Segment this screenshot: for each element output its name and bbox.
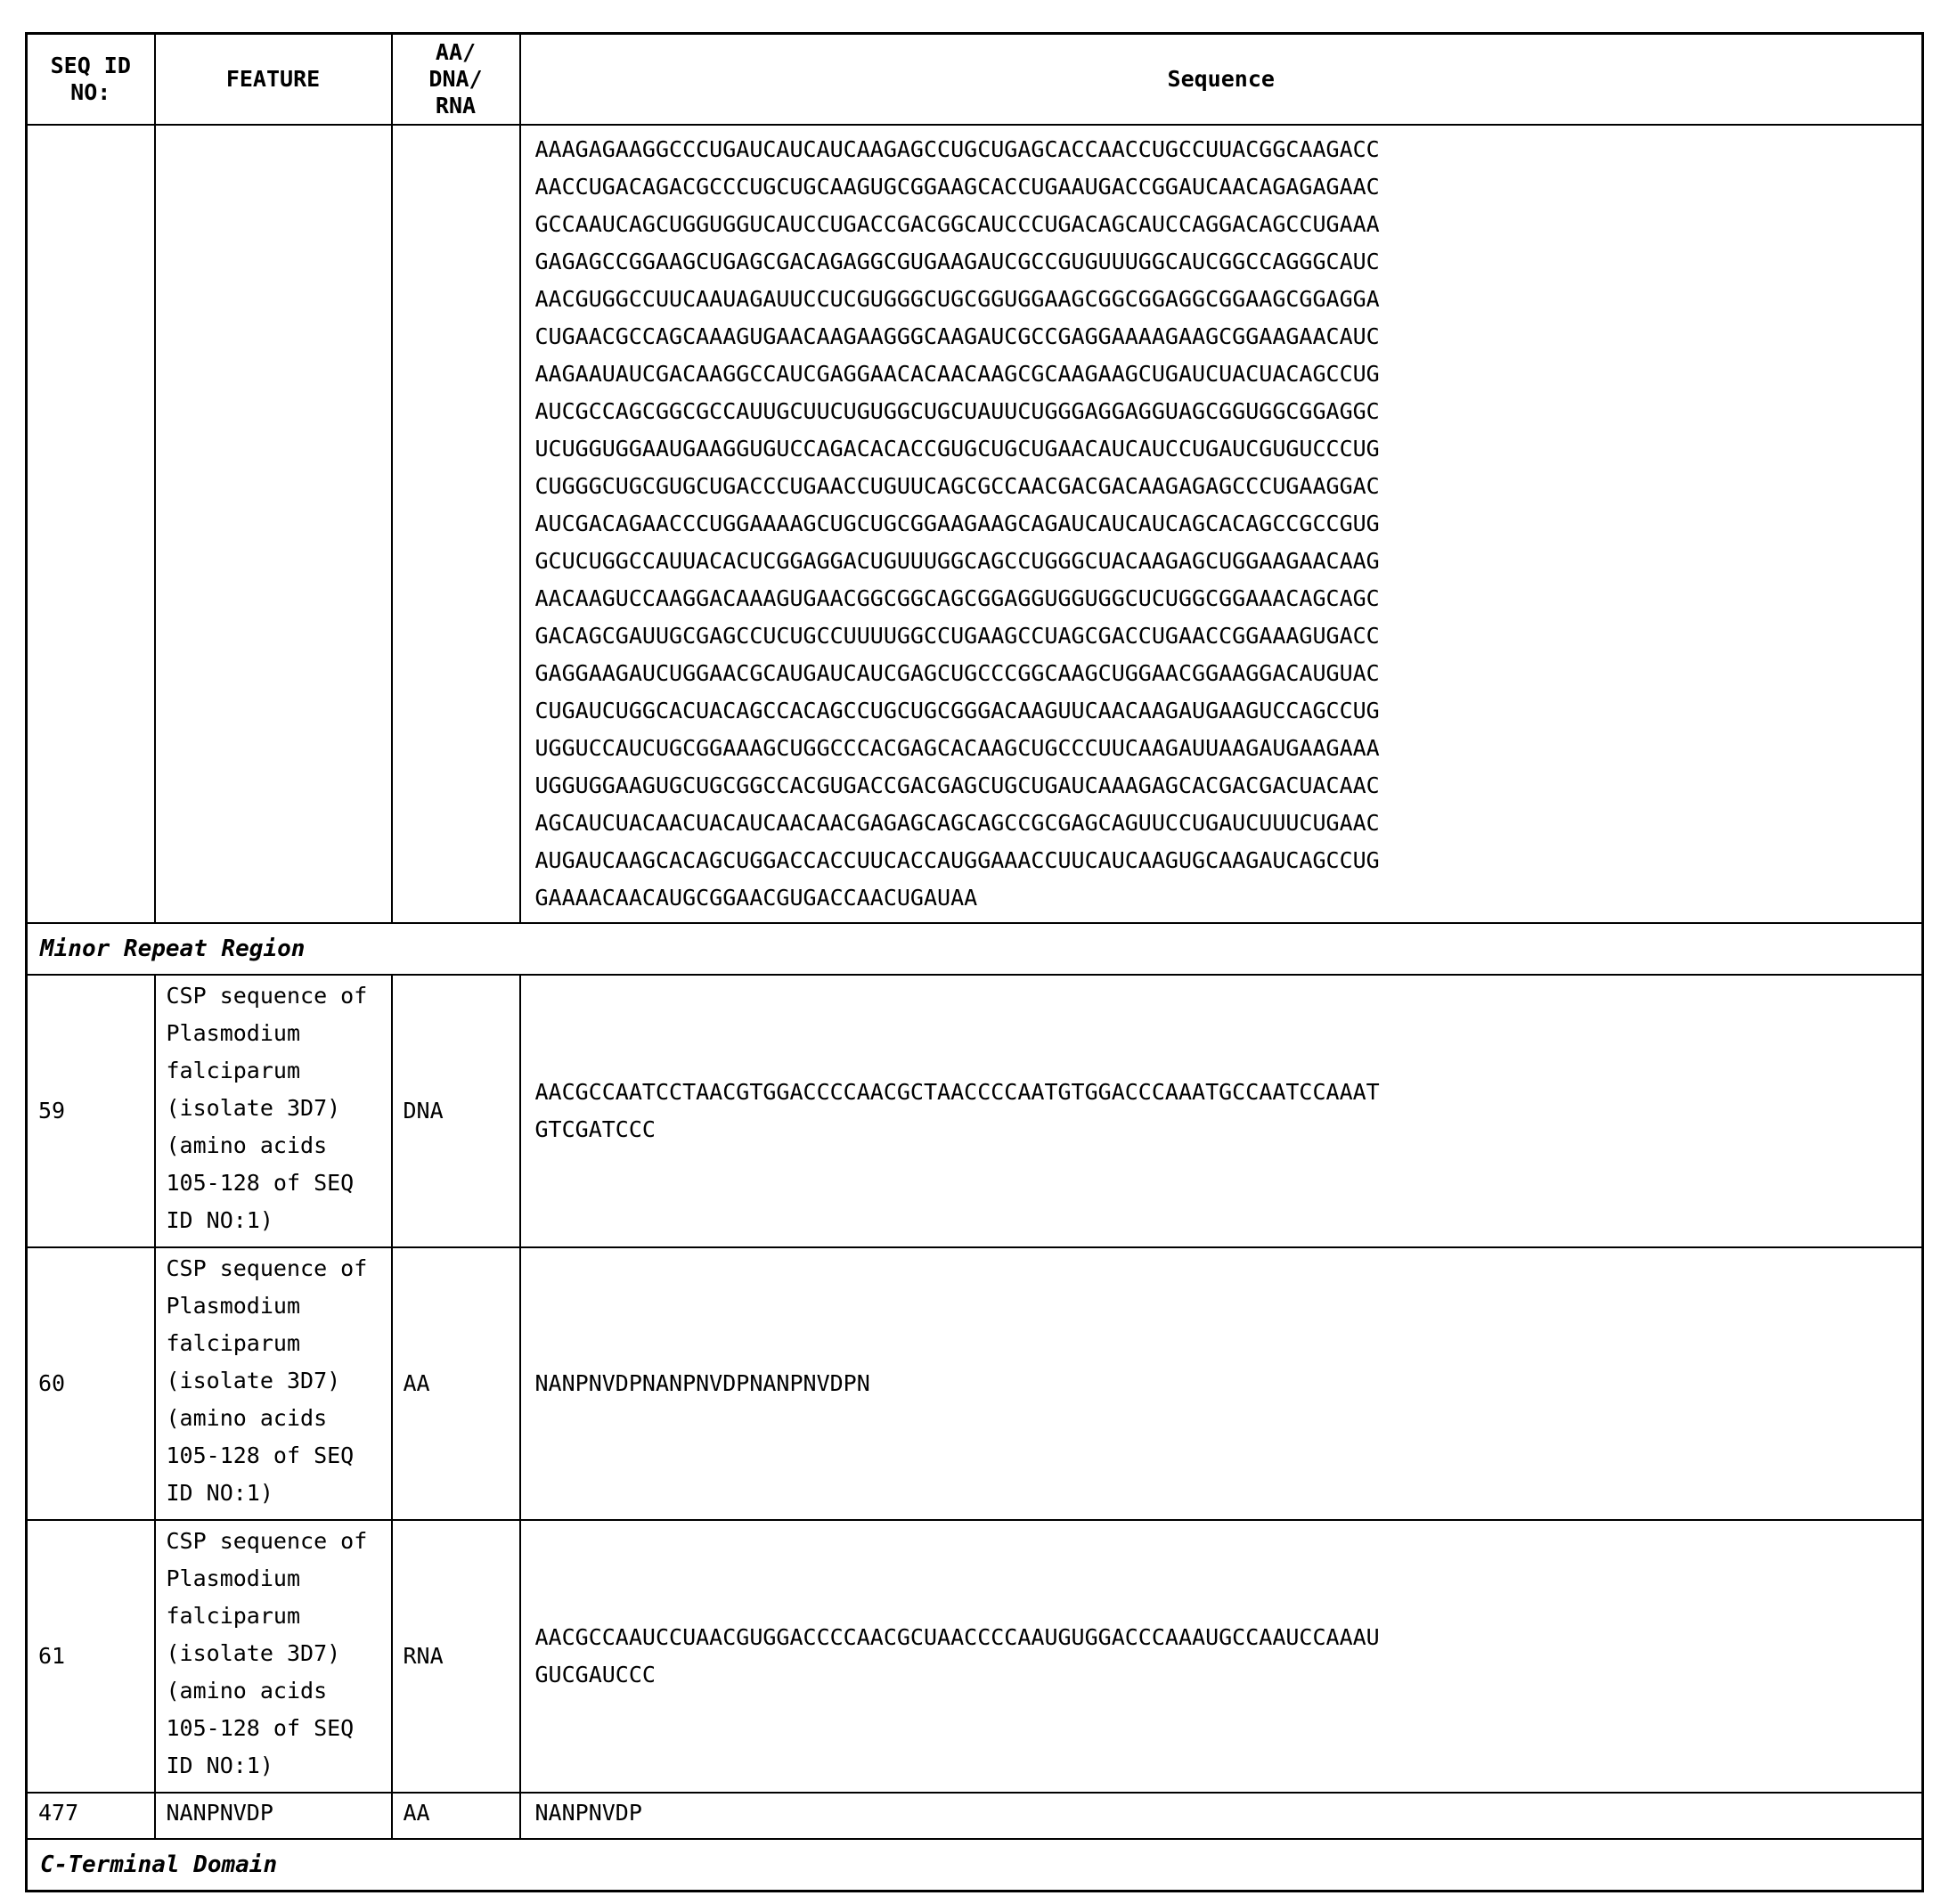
seq-id-cell: 60 — [27, 1247, 155, 1520]
col-header-feature: FEATURE — [155, 34, 392, 126]
type-cell — [392, 125, 520, 923]
section-title: Minor Repeat Region — [27, 923, 1923, 975]
table-row-continuation — [27, 125, 1923, 923]
seq-id-cell: 59 — [27, 975, 155, 1247]
table-row-60 — [27, 1247, 1923, 1520]
sequence-cell: AACGCCAAUCCUAACGUGGACCCCAACGCUAACCCCAAUGUGGACCCAAAUGCCAAUCCAAAU GUCGAUCCC — [520, 1520, 1923, 1793]
feature-cell: NANPNVDP — [155, 1793, 392, 1839]
table-row-61 — [27, 1520, 1923, 1793]
type-cell: DNA — [392, 975, 520, 1247]
sequence-cell: AACGCCAATCCTAACGTGGACCCCAACGCTAACCCCAATGTGGACCCAAATGCCAATCCAAAT GTCGATCCC — [520, 975, 1923, 1247]
sequence-cell: NANPNVDPNANPNVDPNANPNVDPN — [520, 1247, 1923, 1520]
seq-id-cell — [27, 125, 155, 923]
section-row-minor-repeat-region — [27, 923, 1923, 975]
col-header-type: AA/ DNA/ RNA — [392, 34, 520, 126]
feature-cell: CSP sequence of Plasmodium falciparum (isolate 3D7) (amino acids 105-128 of SEQ ID NO:1) — [155, 975, 392, 1247]
seq-id-cell: 477 — [27, 1793, 155, 1839]
section-title: C-Terminal Domain — [27, 1839, 1923, 1892]
table-row-59 — [27, 975, 1923, 1247]
table-header-row — [27, 34, 1923, 126]
seq-id-cell: 61 — [27, 1520, 155, 1793]
table-row-477 — [27, 1793, 1923, 1839]
col-header-seq-id: SEQ ID NO: — [27, 34, 155, 126]
type-cell: AA — [392, 1247, 520, 1520]
type-cell: RNA — [392, 1520, 520, 1793]
sequence-cell: AAAGAGAAGGCCCUGAUCAUCAUCAAGAGCCUGCUGAGCACCAACCUGCCUUACGGCAAGACC AACCUGACAGACGCCCUGCUGCAAGUGCGGAAGCACCUGAAUGACCGGAUCAACAGAGAGAAC GCCAAUCAGCUGGUGGUCAUCCUGACCGACGGCAUCCCUGACAGCAUCCAGGACAGCCUGAAA GAGAGCCGGAAGCUGAGCGACAGAGGCGUGAAGAUCGCCGUGUUUGGCAUCGGCCAGGGCAUC AACGUGGCCUUCAAUAGAUUCCUCGUGGGCUGCGGUGGAAGCGGCGGAGGCGGAAGCGGAGGA CUGAACGCCAGCAAAGUGAACAAGAAGGGCAAGAUCGCCGAGGAAAAGAAGCGGAAGAACAUC AAGAAUAUCGACAAGGCCAUCGAGGAACACAACAAGCGCAAGAAGCUGAUCUACUACAGCCUG AUCGCCAGCGGCGCCAUUGCUUCUGUGGCUGCUAUUCUGGGAGGAGGUAGCGGUGGCGGAGGC UCUGGUGGAAUGAAGGUGUCCAGACACACCGUGCUGCUGAACAUCAUCCUGAUCGUGUCCCUG CUGGGCUGCGUGCUGACCCUGAACCUGUUCAGCGCCAACGACGACAAGAGAGCCCUGAAGGAC AUCGACAGAACCCUGGAAAAGCUGCUGCGGAAGAAGCAGAUCAUCAUCAGCACAGCCGCCGUG GCUCUGGCCAUUACACUCGGAGGACUGUUUGGCAGCCUGGGCUACAAGAGCUGGAAGAACAAG AACAAGUCCAAGGACAAAGUGAACGGCGGCAGCGGAGGUGGUGGCUCUGGCGGAAACAGCAGC GACAGCGAUUGCGAGCCUCUGCCUUUUGGCCUGAAGCCUAGCGACCUGAACCGGAAAGUGACC GAGGAAGAUCUGGAACGCAUGAUCAUCGAGCUGCCCGGCAAGCUGGAACGGAAGGACAUGUAC CUGAUCUGGCACUACAGCCACAGCCUGCUGCGGGACAAGUUCAACAAGAUGAAGUCCAGCCUG UGGUCCAUCUGCGGAAAGCUGGCCCACGAGCACAAGCUGCCCUUCAAGAUUAAGAUGAAGAAA UGGUGGAAGUGCUGCGGCCACGUGACCGACGAGCUGCUGAUCAAAGAGCACGACGACUACAAC AGCAUCUACAACUACAUCAACAACGAGAGCAGCAGCCGCGAGCAGUUCCUGAUCUUUCUGAAC AUGAUCAAGCACAGCUGGACCACCUUCACCAUGGAAACCUUCAUCAAGUGCAAGAUCAGCCUG GAAAACAACAUGCGGAACGUGACCAACUGAUAA — [520, 125, 1923, 923]
feature-cell: CSP sequence of Plasmodium falciparum (isolate 3D7) (amino acids 105-128 of SEQ ID NO:1) — [155, 1247, 392, 1520]
col-header-sequence: Sequence — [520, 34, 1923, 126]
sequence-listing-table — [25, 32, 1924, 1892]
section-row-c-terminal-domain — [27, 1839, 1923, 1892]
type-cell: AA — [392, 1793, 520, 1839]
feature-cell: CSP sequence of Plasmodium falciparum (isolate 3D7) (amino acids 105-128 of SEQ ID NO:1) — [155, 1520, 392, 1793]
feature-cell — [155, 125, 392, 923]
sequence-cell: NANPNVDP — [520, 1793, 1923, 1839]
